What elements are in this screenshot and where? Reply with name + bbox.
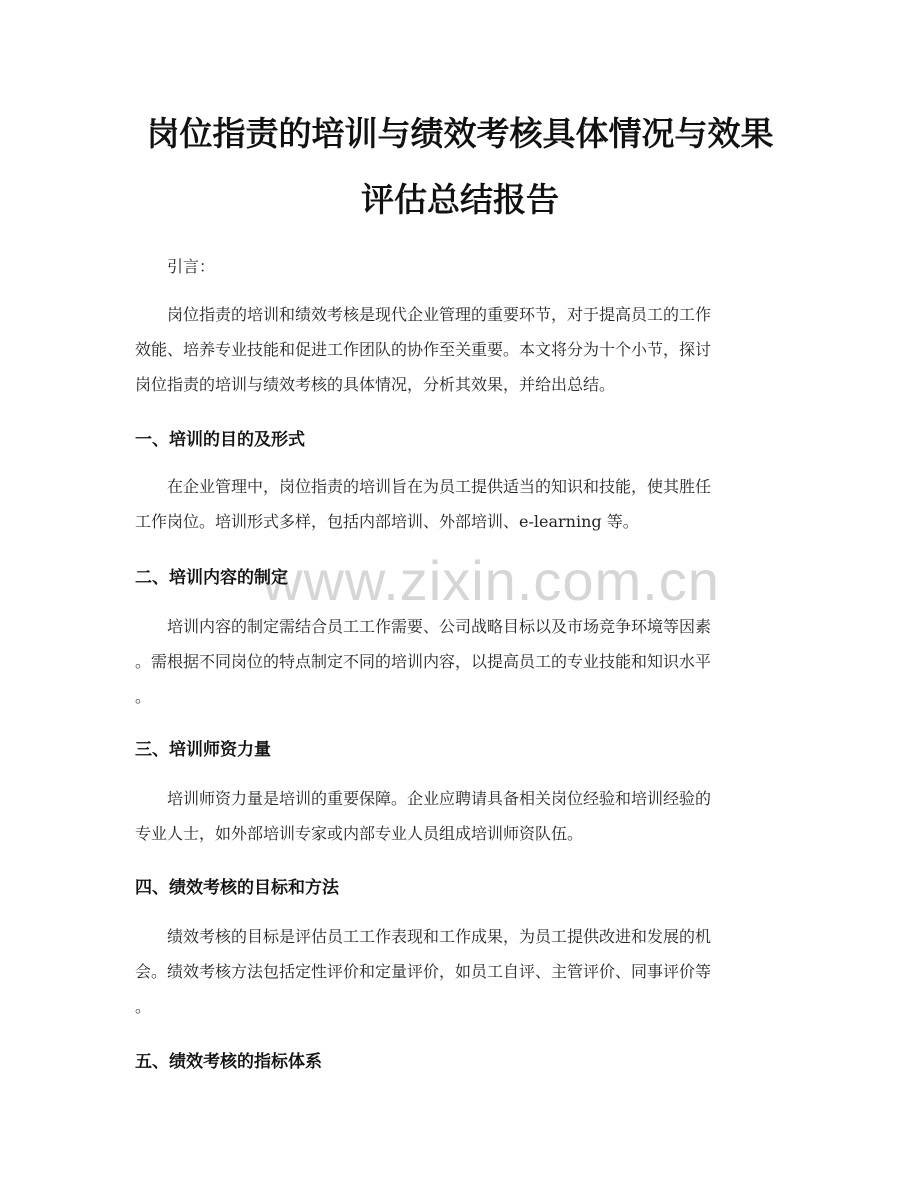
- section-4-paragraph: [135, 919, 785, 1024]
- paragraph-line: 培训内容的制定需结合员工工作需要、公司战略目标以及市场竞争环境等因素: [167, 617, 712, 636]
- paragraph-line: 绩效考核的目标是评估员工工作表现和工作成果，为员工提供改进和发展的机: [167, 927, 712, 946]
- intro-label: 引言：: [167, 257, 216, 276]
- paragraph-line: 会。绩效考核方法包括定性评价和定量评价，如员工自评、主管评价、同事评价等: [135, 962, 712, 981]
- paragraph-line: 在企业管理中，岗位指责的培训旨在为员工提供适当的知识和技能，使其胜任: [167, 477, 712, 496]
- intro-line: 效能、培养专业技能和促进工作团队的协作至关重要。本文将分为十个小节，探讨: [135, 340, 712, 359]
- intro-paragraph: [135, 297, 785, 402]
- paragraph-line: 培训师资力量是培训的重要保障。企业应聘请具备相关岗位经验和培训经验的: [167, 789, 712, 808]
- document-title-line-1: 岗位指责的培训与绩效考核具体情况与效果: [146, 114, 774, 153]
- section-heading-1: 一、培训的目的及形式: [135, 430, 305, 450]
- paragraph-line: 。: [135, 997, 152, 1016]
- section-heading-2: 二、培训内容的制定: [135, 568, 288, 588]
- paragraph-line: 专业人士，如外部培训专家或内部专业人员组成培训师资队伍。: [135, 824, 584, 843]
- paragraph-line: 。需根据不同岗位的特点制定不同的培训内容，以提高员工的专业技能和知识水平: [135, 652, 712, 671]
- intro-line: 岗位指责的培训和绩效考核是现代企业管理的重要环节，对于提高员工的工作: [167, 305, 712, 324]
- section-3-paragraph: [135, 781, 785, 851]
- section-heading-4: 四、绩效考核的目标和方法: [135, 878, 339, 898]
- intro-line: 岗位指责的培训与绩效考核的具体情况，分析其效果，并给出总结。: [135, 375, 616, 394]
- section-2-paragraph: [135, 609, 785, 714]
- section-heading-3: 三、培训师资力量: [135, 740, 271, 760]
- document-title-line-2: 评估总结报告: [361, 180, 559, 219]
- section-heading-5: 五、绩效考核的指标体系: [135, 1052, 322, 1072]
- paragraph-line: 工作岗位。培训形式多样，包括内部培训、外部培训、e-learning 等。: [135, 512, 639, 531]
- section-1-paragraph: [135, 469, 785, 539]
- paragraph-line: 。: [135, 687, 152, 706]
- watermark: www.zixin.com.cn: [262, 549, 720, 612]
